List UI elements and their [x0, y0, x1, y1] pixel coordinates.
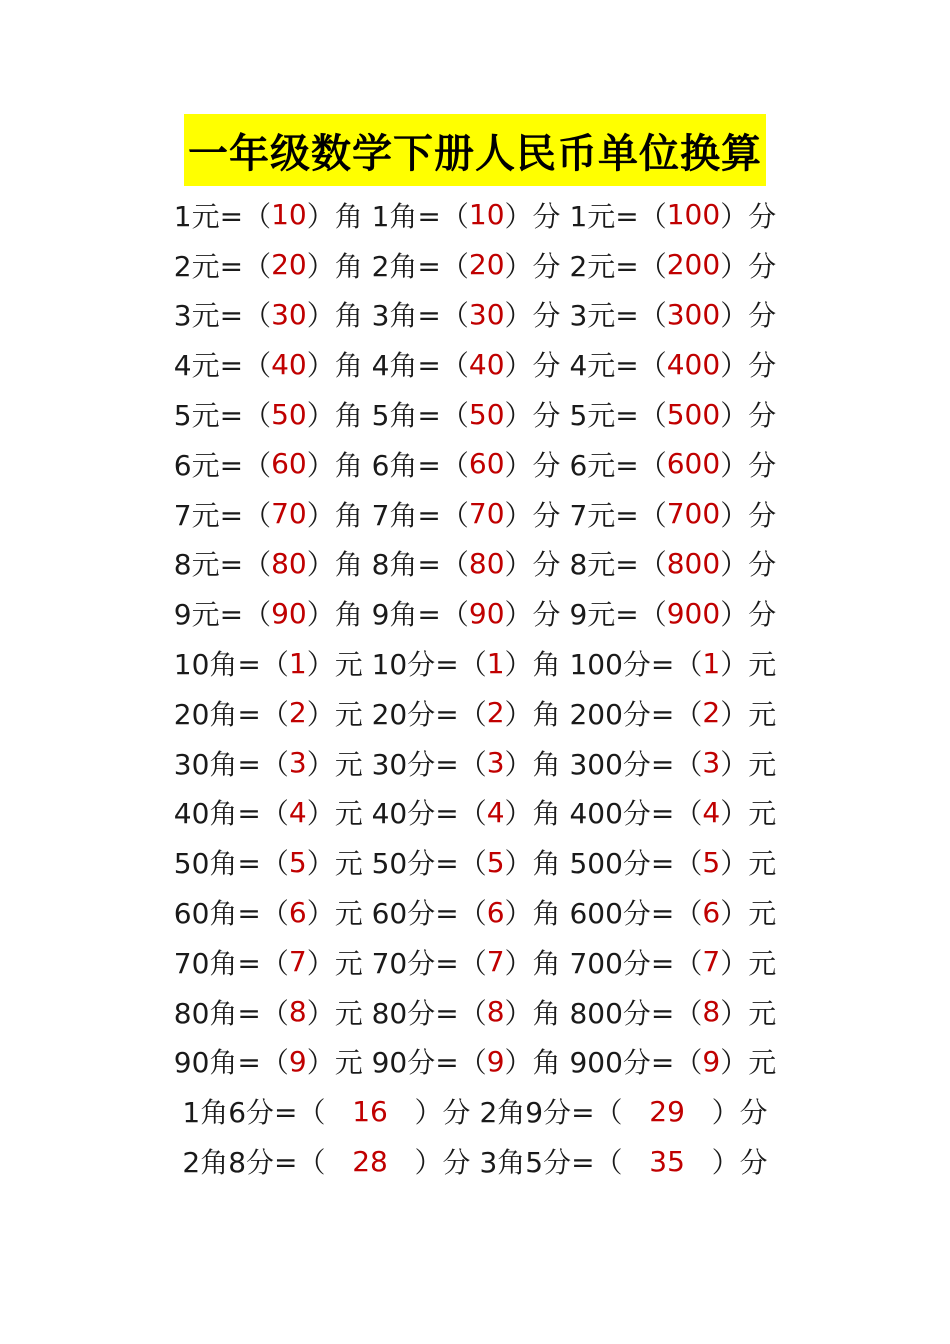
question-text: ）分	[720, 598, 777, 632]
answer-value: 20	[271, 248, 307, 282]
answer-value: 6	[702, 895, 721, 929]
conversion-row	[0, 1136, 950, 1186]
question-text: ）分	[720, 349, 777, 383]
conversion-row	[0, 987, 950, 1037]
question-text: 8元=（	[173, 548, 272, 582]
answer-value: 6	[486, 895, 505, 929]
answer-value: 600	[666, 447, 721, 481]
conversion-row	[0, 489, 950, 539]
question-text: ）角 900分=（	[504, 1046, 703, 1080]
conversion-row	[0, 240, 950, 290]
question-text: ）元	[720, 747, 777, 781]
answer-value: 800	[666, 546, 721, 580]
question-text: ）角 500分=（	[504, 847, 703, 881]
answer-value: 6	[288, 895, 307, 929]
question-text: ）元 70分=（	[306, 946, 487, 980]
answer-value: 40	[468, 347, 505, 381]
conversion-row	[0, 389, 950, 439]
conversion-row	[0, 638, 950, 688]
question-text: 7元=（	[173, 498, 272, 532]
question-text: 90角=（	[173, 1046, 289, 1080]
question-text: ）元	[720, 1046, 777, 1080]
question-text: ）角 1角=（	[306, 199, 469, 233]
answer-value: 4	[702, 795, 721, 829]
question-text: ）分 5元=（	[504, 399, 667, 433]
answer-value: 30	[468, 297, 505, 331]
answer-value: 5	[486, 845, 505, 879]
answer-value: 8	[486, 995, 505, 1029]
question-text: ）分	[720, 249, 777, 283]
answer-value: 2	[288, 696, 307, 730]
question-text: ）角 5角=（	[306, 399, 469, 433]
conversion-row	[0, 837, 950, 887]
question-text: ）元	[720, 847, 777, 881]
conversion-row	[0, 539, 950, 589]
answer-value: 50	[468, 397, 505, 431]
answer-value: 70	[271, 497, 307, 531]
question-text: ）分	[720, 448, 777, 482]
answer-value: 7	[288, 945, 307, 979]
answer-value: 28	[352, 1144, 388, 1178]
answer-value: 4	[288, 795, 307, 829]
answer-value: 40	[271, 347, 307, 381]
answer-value: 60	[271, 447, 307, 481]
answer-value: 2	[486, 696, 505, 730]
answer-value: 10	[468, 198, 505, 232]
question-text: 1元=（	[173, 199, 272, 233]
question-text: ）角 700分=（	[504, 946, 703, 980]
question-text: ）角 8角=（	[306, 548, 469, 582]
question-text: ）分 1元=（	[504, 199, 667, 233]
question-text: ）分 2角9分=（	[387, 1096, 650, 1130]
answer-value: 5	[288, 845, 307, 879]
question-text: ）分 9元=（	[504, 598, 667, 632]
question-text: ）分 8元=（	[504, 548, 667, 582]
conversion-row	[0, 788, 950, 838]
question-text: 2元=（	[173, 249, 272, 283]
answer-value: 20	[468, 248, 505, 282]
conversion-row	[0, 339, 950, 389]
question-text: ）元	[720, 996, 777, 1030]
question-text: ）角 2角=（	[306, 249, 469, 283]
question-text: ）元 10分=（	[306, 648, 487, 682]
question-text: 2角8分=（	[182, 1146, 353, 1180]
answer-value: 3	[288, 746, 307, 780]
answer-value: 50	[271, 397, 307, 431]
question-text: ）元	[720, 897, 777, 931]
conversion-row	[0, 937, 950, 987]
question-text: 70角=（	[173, 946, 289, 980]
answer-value: 90	[468, 596, 505, 630]
question-text: ）分	[720, 199, 777, 233]
page-title: 一年级数学下册人民币单位换算	[184, 114, 766, 186]
conversion-row	[0, 439, 950, 489]
question-text: ）角 3角=（	[306, 299, 469, 333]
answer-value: 1	[288, 646, 307, 680]
question-text: ）分 3角5分=（	[387, 1146, 650, 1180]
answer-value: 900	[666, 596, 721, 630]
answer-value: 3	[702, 746, 721, 780]
question-text: ）元	[720, 946, 777, 980]
question-text: ）角 300分=（	[504, 747, 703, 781]
question-text: 10角=（	[173, 648, 289, 682]
answer-value: 16	[352, 1094, 388, 1128]
question-text: ）元 20分=（	[306, 697, 487, 731]
question-text: ）分	[720, 299, 777, 333]
question-text: 20角=（	[173, 697, 289, 731]
conversion-row	[0, 887, 950, 937]
answer-value: 29	[649, 1094, 685, 1128]
question-text: ）角 4角=（	[306, 349, 469, 383]
question-text: ）元	[720, 648, 777, 682]
question-text: 5元=（	[173, 399, 272, 433]
question-text: 60角=（	[173, 897, 289, 931]
question-text: ）分 3元=（	[504, 299, 667, 333]
question-text: ）角 6角=（	[306, 448, 469, 482]
answer-value: 2	[702, 696, 721, 730]
conversion-row	[0, 688, 950, 738]
question-text: 40角=（	[173, 797, 289, 831]
answer-value: 80	[271, 546, 307, 580]
question-text: ）分	[720, 498, 777, 532]
conversion-row	[0, 1086, 950, 1136]
question-text: 30角=（	[173, 747, 289, 781]
question-text: ）元 40分=（	[306, 797, 487, 831]
question-text: ）角 800分=（	[504, 996, 703, 1030]
conversion-row	[0, 738, 950, 788]
answer-value: 200	[666, 248, 721, 282]
conversion-row	[0, 290, 950, 340]
question-text: ）分 4元=（	[504, 349, 667, 383]
answer-value: 35	[649, 1144, 685, 1178]
answer-value: 9	[702, 1044, 721, 1078]
answer-value: 1	[702, 646, 721, 680]
conversion-row	[0, 588, 950, 638]
answer-value: 4	[486, 795, 505, 829]
answer-value: 3	[486, 746, 505, 780]
question-text: 1角6分=（	[182, 1096, 353, 1130]
answer-value: 30	[271, 297, 307, 331]
answer-value: 400	[666, 347, 721, 381]
question-text: ）分	[720, 548, 777, 582]
question-text: ）元 90分=（	[306, 1046, 487, 1080]
answer-value: 700	[666, 497, 721, 531]
question-text: ）角 9角=（	[306, 598, 469, 632]
answer-value: 60	[468, 447, 505, 481]
conversion-list	[0, 190, 950, 1186]
question-text: ）分	[720, 399, 777, 433]
question-text: ）角 7角=（	[306, 498, 469, 532]
question-text: 6元=（	[173, 448, 272, 482]
question-text: 50角=（	[173, 847, 289, 881]
answer-value: 5	[702, 845, 721, 879]
question-text: ）角 200分=（	[504, 697, 703, 731]
question-text: ）元 80分=（	[306, 996, 487, 1030]
answer-value: 100	[666, 198, 721, 232]
question-text: ）元	[720, 697, 777, 731]
answer-value: 500	[666, 397, 721, 431]
answer-value: 8	[702, 995, 721, 1029]
question-text: ）分	[684, 1146, 768, 1180]
conversion-row	[0, 1037, 950, 1087]
answer-value: 9	[288, 1044, 307, 1078]
question-text: ）角 600分=（	[504, 897, 703, 931]
question-text: ）元 60分=（	[306, 897, 487, 931]
question-text: ）元	[720, 797, 777, 831]
answer-value: 7	[486, 945, 505, 979]
answer-value: 8	[288, 995, 307, 1029]
answer-value: 80	[468, 546, 505, 580]
question-text: ）分 7元=（	[504, 498, 667, 532]
question-text: ）角 400分=（	[504, 797, 703, 831]
conversion-row	[0, 190, 950, 240]
answer-value: 90	[271, 596, 307, 630]
answer-value: 70	[468, 497, 505, 531]
question-text: ）角 100分=（	[504, 648, 703, 682]
answer-value: 7	[702, 945, 721, 979]
question-text: 4元=（	[173, 349, 272, 383]
question-text: ）分	[684, 1096, 768, 1130]
question-text: ）分 6元=（	[504, 448, 667, 482]
question-text: ）元 50分=（	[306, 847, 487, 881]
question-text: 3元=（	[173, 299, 272, 333]
answer-value: 300	[666, 297, 721, 331]
answer-value: 1	[486, 646, 505, 680]
question-text: ）元 30分=（	[306, 747, 487, 781]
question-text: 9元=（	[173, 598, 272, 632]
answer-value: 9	[486, 1044, 505, 1078]
question-text: 80角=（	[173, 996, 289, 1030]
question-text: ）分 2元=（	[504, 249, 667, 283]
answer-value: 10	[271, 198, 307, 232]
